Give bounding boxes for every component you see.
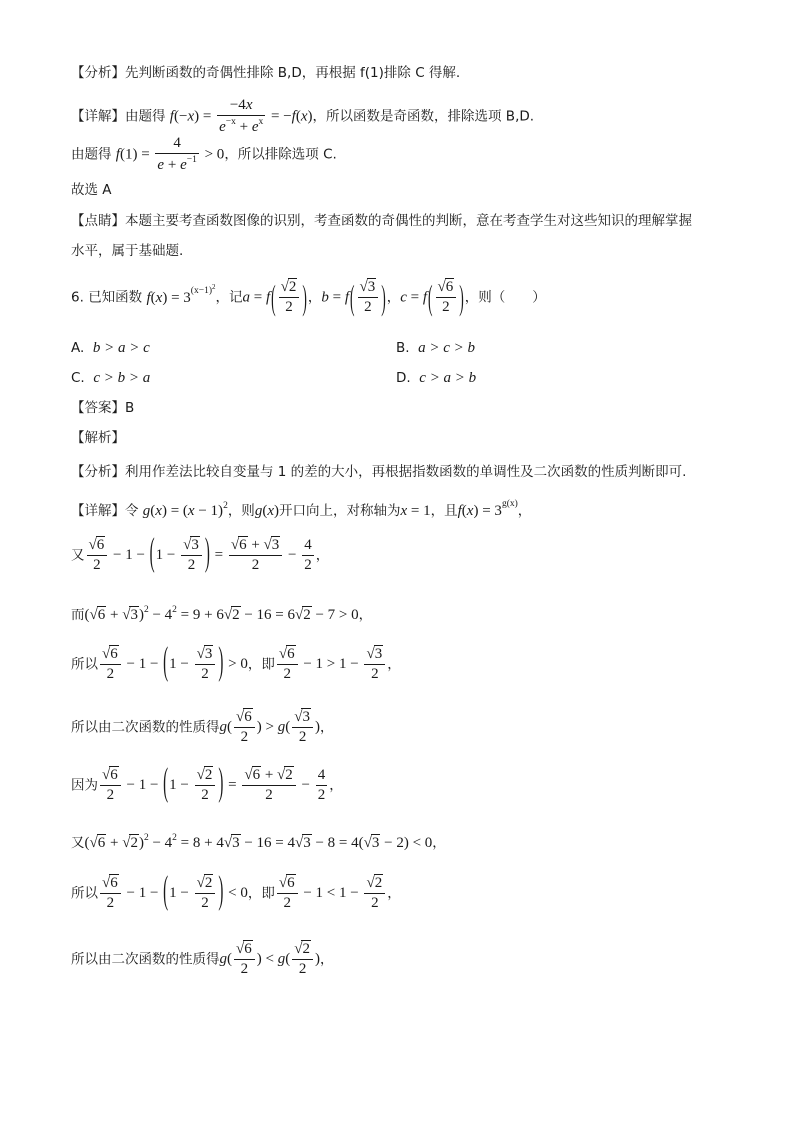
option-expr: b > a > c: [92, 340, 150, 356]
comment-text-1: 本题主要考查函数图像的识别，考查函数的奇偶性的判断，意在考查学生对这些知识的理解掌握: [125, 213, 692, 229]
comment-label: 【点睛】: [71, 213, 125, 229]
option-expr: a > c > b: [418, 340, 476, 356]
option-label: C.: [71, 370, 85, 386]
step-post: ，: [315, 547, 330, 564]
detail-end: ，: [517, 503, 532, 519]
answer-value: B: [125, 400, 135, 416]
q6-step-1: [71, 533, 330, 575]
step-3-formula: $\frac{√6}{2}$ − 1 − (1 − $\frac{√3}{2}$ ) > 0: [102, 642, 248, 684]
analysis-label: 【分析】: [71, 464, 125, 480]
detail-post: ，所以函数是奇函数，排除选项 B,D.: [312, 108, 535, 125]
step-pre: 所以由二次函数的性质得: [71, 719, 220, 736]
q6-step-6: [71, 834, 446, 851]
q6-stem: [71, 277, 546, 317]
q6-step-8: [71, 942, 333, 977]
q6-solution-label: 【解析】: [71, 430, 125, 446]
step-pre: 所以由二次函数的性质得: [71, 951, 220, 968]
line2-post: ，所以排除选项 C.: [224, 146, 337, 163]
step-post: ，: [387, 885, 401, 902]
q5-detail: [71, 98, 534, 135]
q6-step-5: [71, 763, 343, 805]
option-label: A.: [71, 340, 85, 356]
option-label: B.: [396, 340, 410, 356]
analysis-label: 【分析】: [71, 65, 125, 81]
sep-2: ，: [386, 289, 401, 306]
step-pre: 又: [71, 547, 85, 564]
step-pre: 因为: [71, 777, 98, 794]
option-b: [396, 340, 475, 357]
formula-f-neg-x: f(−x) = $\frac{-4x}{e^{-x} + e^x}$ = −f(x): [169, 97, 313, 135]
step-post: ，: [319, 719, 334, 736]
line2-pre: 由题得: [71, 146, 112, 163]
step-pre: 又: [71, 835, 85, 851]
step-2-formula: $(√6 + √3)^2 - 4^2 = 9 + 6√2 - 16 = 6√2 - 7 > 0$: [84, 605, 359, 623]
analysis-text: 先判断函数的奇偶性排除 B,D，再根据 f(1)排除 C 得解.: [125, 65, 461, 81]
step-pre: 而: [71, 607, 85, 623]
option-expr: c > b > a: [93, 370, 151, 386]
step-post: ，: [432, 835, 446, 851]
detail-pre: 由题得: [125, 108, 166, 125]
q6-step-4: [71, 710, 333, 745]
step-1-formula: $\frac{√6}{2}$ − 1 − (1 − $\frac{√3}{2}$ ) = $\frac{√6 + √3}{2}$ − $\frac{4}{2}$: [88, 533, 312, 575]
option-d: [396, 370, 476, 387]
step-4-formula: g( $\frac{√6}{2}$ ) > g( $\frac{√3}{2}$ ): [219, 709, 320, 745]
option-label: D.: [396, 370, 411, 386]
detail-label: 【详解】: [71, 503, 125, 519]
q6-stem-post: ，则（ ）: [464, 289, 546, 306]
step-6-formula: $(√6 + √2)^2 - 4^2 = 8 + 4√3 - 16 = 4√3 - 8 = 4(√3 - 2) < 0$: [84, 833, 433, 851]
q6-stem-mid: ，记: [215, 289, 243, 306]
step-post: ，: [329, 777, 343, 794]
q6-step-2: [71, 606, 372, 623]
step-mid: ，即: [247, 656, 275, 673]
step-5-formula: $\frac{√6}{2}$ − 1 − (1 − $\frac{√2}{2}$ ) = $\frac{√6 + √2}{2}$ − $\frac{4}{2}$: [102, 763, 326, 805]
formula-f-def: $f(x) = 3^{(x-1)^2}$: [146, 282, 216, 306]
step-mid: ，即: [247, 885, 275, 902]
step-8-formula: g( $\frac{√6}{2}$ ) < g( $\frac{√2}{2}$ ): [219, 941, 320, 977]
formula-a: a = f( $\frac{√2}{2}$ ): [242, 277, 307, 317]
step-post: ，: [358, 607, 373, 623]
step-7-formula-b: $\frac{√6}{2}$ − 1 < 1 − $\frac{√2}{2}$: [275, 876, 387, 911]
option-a: [71, 340, 150, 357]
step-post: ，: [319, 951, 334, 968]
q5-analysis: [71, 67, 460, 81]
detail-label: 【详解】: [71, 108, 125, 125]
q5-f1: [71, 136, 337, 173]
analysis-text: 利用作差法比较自变量与 1 的差的大小，再根据指数函数的单调性及二次函数的性质判断即可.: [125, 464, 687, 480]
option-c: [71, 370, 150, 387]
q6-answer: [71, 402, 134, 416]
q5-comment: [71, 215, 692, 229]
formula-b: b = f( $\frac{√3}{2}$ ): [321, 277, 386, 317]
detail-mid-2: 开口向上，对称轴为: [278, 503, 401, 519]
step-7-formula: $\frac{√6}{2}$ − 1 − (1 − $\frac{√2}{2}$ ) < 0: [102, 871, 248, 913]
step-pre: 所以: [71, 656, 98, 673]
option-expr: c > a > b: [419, 370, 477, 386]
q6-step-3: [71, 642, 401, 684]
detail-pre: 令: [125, 503, 139, 519]
q6-analysis: [71, 466, 686, 480]
formula-c: c = f( $\frac{√6}{2}$ ): [400, 277, 464, 317]
q6-step-7: [71, 871, 401, 913]
step-post: ，: [387, 656, 401, 673]
q6-stem-pre: 已知函数: [88, 289, 143, 306]
q5-conclusion: 故选 A: [71, 182, 112, 198]
sep-1: ，: [307, 289, 322, 306]
step-3-formula-b: $\frac{√6}{2}$ − 1 > 1 − $\frac{√3}{2}$: [275, 647, 387, 682]
q6-detail: 【详解】令 $g(x) = (x - 1)^2$，则g(x)开口向上，对称轴为x = 1，且$f(x) = 3^{g(x)}$，: [71, 499, 532, 519]
detail-mid-1: ，则: [227, 503, 255, 519]
answer-label: 【答案】: [71, 400, 125, 416]
q6-number: 6.: [71, 289, 84, 306]
step-pre: 所以: [71, 885, 98, 902]
detail-mid-3: ，且: [430, 503, 458, 519]
q5-comment-2: 水平，属于基础题.: [71, 243, 184, 259]
formula-f-1: f(1) = $\frac{4}{e + e^{-1}}$ > 0: [115, 135, 225, 173]
